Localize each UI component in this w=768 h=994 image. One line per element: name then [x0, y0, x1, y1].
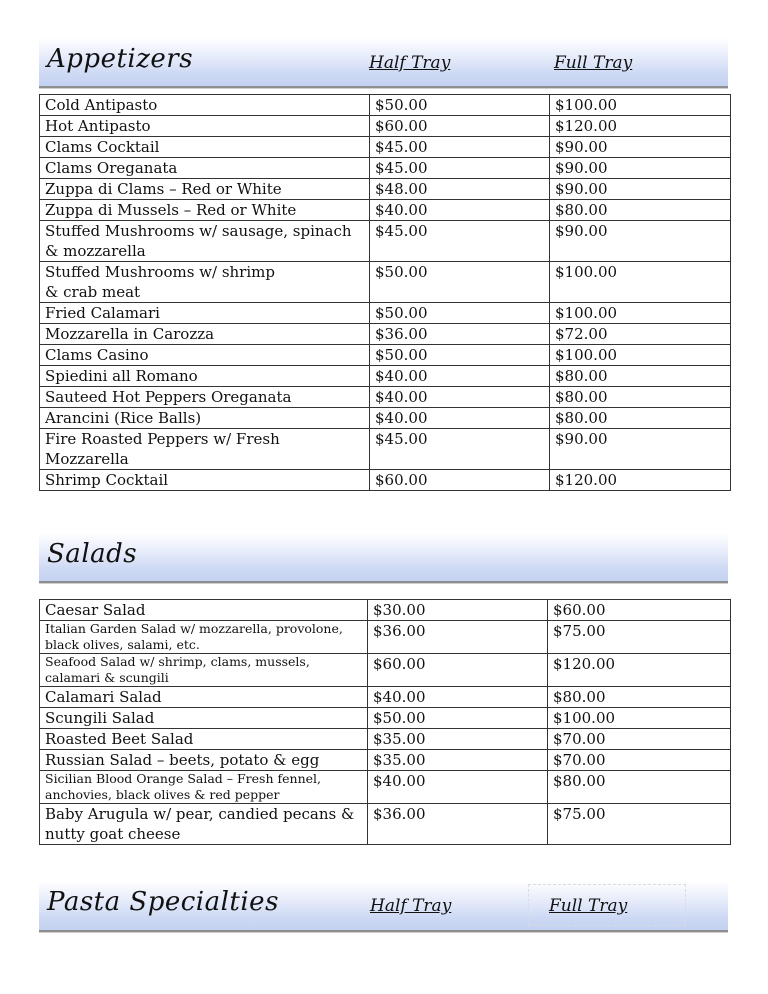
item-name: Shrimp Cocktail — [40, 470, 370, 491]
half-tray-price: $45.00 — [370, 429, 550, 470]
table-row — [40, 621, 731, 654]
half-tray-price: $40.00 — [370, 200, 550, 221]
item-name: Baby Arugula w/ pear, candied pecans & nutty goat cheese — [40, 804, 368, 845]
appetizers-table — [39, 94, 731, 491]
item-name: Sicilian Blood Orange Salad – Fresh fennel, anchovies, black olives & red pepper — [40, 771, 368, 804]
half-tray-price: $45.00 — [370, 158, 550, 179]
half-tray-price: $60.00 — [370, 116, 550, 137]
table-row — [40, 303, 731, 324]
full-tray-price: $100.00 — [548, 708, 731, 729]
table-row — [40, 771, 731, 804]
item-name: Cold Antipasto — [40, 95, 370, 116]
full-tray-price: $60.00 — [548, 600, 731, 621]
half-tray-price: $30.00 — [368, 600, 548, 621]
item-name: Clams Cocktail — [40, 137, 370, 158]
table-row — [40, 221, 731, 262]
table-row — [40, 345, 731, 366]
full-tray-price: $75.00 — [548, 621, 731, 654]
full-tray-price: $80.00 — [550, 387, 731, 408]
table-row — [40, 324, 731, 345]
item-name: Roasted Beet Salad — [40, 729, 368, 750]
half-tray-price: $50.00 — [368, 708, 548, 729]
item-name: Stuffed Mushrooms w/ shrimp & crab meat — [40, 262, 370, 303]
half-tray-price: $50.00 — [370, 95, 550, 116]
full-tray-price: $100.00 — [550, 262, 731, 303]
item-name: Arancini (Rice Balls) — [40, 408, 370, 429]
full-tray-price: $72.00 — [550, 324, 731, 345]
half-tray-price: $40.00 — [370, 387, 550, 408]
table-row — [40, 470, 731, 491]
item-name: Stuffed Mushrooms w/ sausage, spinach & mozzarella — [40, 221, 370, 262]
item-name: Clams Oreganata — [40, 158, 370, 179]
full-tray-price: $100.00 — [550, 303, 731, 324]
half-tray-price: $60.00 — [368, 654, 548, 687]
table-row — [40, 687, 731, 708]
table-row — [40, 804, 731, 845]
item-name: Calamari Salad — [40, 687, 368, 708]
full-tray-price: $80.00 — [548, 687, 731, 708]
appetizers-header — [39, 38, 728, 88]
table-row — [40, 116, 731, 137]
table-row — [40, 750, 731, 771]
salads-table — [39, 599, 731, 845]
full-tray-price: $90.00 — [550, 221, 731, 262]
full-tray-price: $80.00 — [548, 771, 731, 804]
half-tray-price: $45.00 — [370, 221, 550, 262]
table-row — [40, 262, 731, 303]
half-tray-price: $40.00 — [368, 687, 548, 708]
full-tray-price: $90.00 — [550, 158, 731, 179]
half-tray-price: $40.00 — [370, 366, 550, 387]
item-name: Clams Casino — [40, 345, 370, 366]
full-tray-price: $80.00 — [550, 366, 731, 387]
full-tray-placeholder-box — [528, 884, 686, 926]
salads-title: Salads — [47, 539, 138, 569]
half-tray-price: $36.00 — [368, 804, 548, 845]
item-name: Fire Roasted Peppers w/ Fresh Mozzarella — [40, 429, 370, 470]
item-name: Zuppa di Mussels – Red or White — [40, 200, 370, 221]
half-tray-price: $50.00 — [370, 303, 550, 324]
full-tray-price: $70.00 — [548, 750, 731, 771]
half-tray-price: $60.00 — [370, 470, 550, 491]
salads-header — [39, 533, 728, 583]
item-name: Mozzarella in Carozza — [40, 324, 370, 345]
table-row — [40, 158, 731, 179]
pasta-full-tray-label: Full Tray — [549, 896, 628, 916]
table-row — [40, 366, 731, 387]
half-tray-price: $50.00 — [370, 345, 550, 366]
item-name: Italian Garden Salad w/ mozzarella, provolone, black olives, salami, etc. — [40, 621, 368, 654]
full-tray-price: $80.00 — [550, 408, 731, 429]
table-row — [40, 200, 731, 221]
half-tray-price: $36.00 — [368, 621, 548, 654]
full-tray-price: $120.00 — [550, 116, 731, 137]
half-tray-price: $40.00 — [370, 408, 550, 429]
full-tray-price: $75.00 — [548, 804, 731, 845]
full-tray-price: $120.00 — [550, 470, 731, 491]
table-row — [40, 654, 731, 687]
appetizers-half-tray-label: Half Tray — [369, 53, 451, 73]
full-tray-price: $90.00 — [550, 429, 731, 470]
half-tray-price: $35.00 — [368, 750, 548, 771]
full-tray-price: $90.00 — [550, 137, 731, 158]
table-row — [40, 408, 731, 429]
half-tray-price: $50.00 — [370, 262, 550, 303]
pasta-title: Pasta Specialties — [47, 887, 279, 917]
item-name: Zuppa di Clams – Red or White — [40, 179, 370, 200]
appetizers-title: Appetizers — [47, 44, 194, 74]
item-name: Caesar Salad — [40, 600, 368, 621]
full-tray-price: $70.00 — [548, 729, 731, 750]
half-tray-price: $40.00 — [368, 771, 548, 804]
half-tray-price: $35.00 — [368, 729, 548, 750]
appetizers-full-tray-label: Full Tray — [554, 53, 633, 73]
item-name: Seafood Salad w/ shrimp, clams, mussels, calamari & scungili — [40, 654, 368, 687]
half-tray-price: $36.00 — [370, 324, 550, 345]
table-row — [40, 729, 731, 750]
full-tray-price: $120.00 — [548, 654, 731, 687]
item-name: Fried Calamari — [40, 303, 370, 324]
table-row — [40, 429, 731, 470]
full-tray-price: $90.00 — [550, 179, 731, 200]
full-tray-price: $100.00 — [550, 95, 731, 116]
full-tray-price: $80.00 — [550, 200, 731, 221]
item-name: Scungili Salad — [40, 708, 368, 729]
full-tray-price: $100.00 — [550, 345, 731, 366]
table-row — [40, 708, 731, 729]
table-row — [40, 179, 731, 200]
item-name: Sauteed Hot Peppers Oreganata — [40, 387, 370, 408]
table-row — [40, 387, 731, 408]
table-row — [40, 600, 731, 621]
half-tray-price: $48.00 — [370, 179, 550, 200]
item-name: Spiedini all Romano — [40, 366, 370, 387]
table-row — [40, 95, 731, 116]
item-name: Hot Antipasto — [40, 116, 370, 137]
table-row — [40, 137, 731, 158]
half-tray-price: $45.00 — [370, 137, 550, 158]
item-name: Russian Salad – beets, potato & egg — [40, 750, 368, 771]
pasta-half-tray-label: Half Tray — [370, 896, 452, 916]
